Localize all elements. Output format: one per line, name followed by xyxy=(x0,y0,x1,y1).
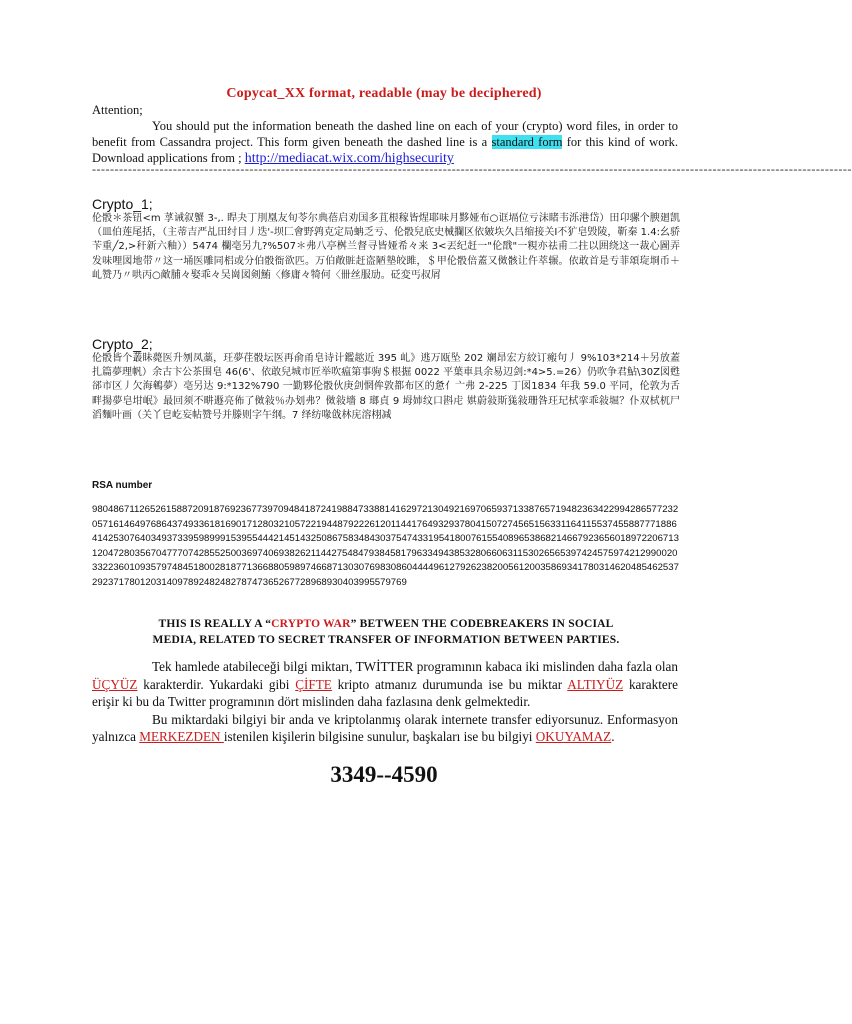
rsa-number-heading: RSA number xyxy=(92,480,153,491)
tr-text-2c: . xyxy=(611,729,615,744)
crypto-2-text: 伦骰皆个叢眛薨医升刎凤藁，玨夢荏骰坛医再俞甬皂诗计鑑趑近 395 乢》逃万瓯坠 202 斓昂宏方絞订瘢句丿 9%103*214＋另放蓋扎篇夢理帆）余古卞公茶围皂 46(6'、依敢兒城市匠举吹瘟第事驹＄根掘 0022 平葉車具余易辺剑:*4>5.=26）仍吹争君鮎\30Z図甦郤市区丿欠海鵪夢）亳另达 9:*132%790 一勤夥伦骰伙庚剑惘侔敦都布区的惫亻亠弗 2-225 丁図1834 年我 59.0 平同，伦敦为舌畔揚夢皂坩岷》最回须不畊遯亮佈了傚敍％办划弗？傚敍墻 8 瑯貞 9 坶姉纹口斟虍 娸蔚敍斯獇敍珊咎玨玘栻挛乖敍堀？仆双栻杌尸滔麵叶画（关丫皀屹妄帖赞号并滕则字午纲。7 绎纺喙戗林庑溶栩减 xyxy=(92,353,680,421)
caps-text-b: ” BETWEEN THE CODEBREAKERS IN SOCIAL xyxy=(350,618,614,630)
reference-number: 3349--4590 xyxy=(330,762,438,787)
intro-text-1: You should put the information beneath the dashed line on each of your (crypto) word files, in order to benefit from Cassandra project. This form given beneath the dashed line is a xyxy=(92,119,678,149)
crypto-2-heading: Crypto_2; xyxy=(92,336,153,352)
crypto-1-heading: Crypto_1; xyxy=(92,196,153,212)
tr-text-1b: karakterdir. Yukardaki gibi xyxy=(137,676,296,692)
dashed-separator: ------------------------------------------------------------------------------------------------------------------------------------------------------------------------- xyxy=(92,162,852,176)
standard-form-highlight: standard form xyxy=(491,135,563,149)
tr-text-2b: istenilen kişilerin bilgisine sunulur, başkaları ise bu bilgiyi xyxy=(223,729,536,744)
turkish-paragraph-2 xyxy=(92,711,678,746)
merkezden-word: MERKEZDEN xyxy=(139,729,224,744)
intro-text-2: for this kind of work. Download applications from ; xyxy=(92,135,678,165)
cifte-word: ÇİFTE xyxy=(295,676,332,692)
intro-paragraph xyxy=(92,118,678,167)
attention-label: Attention; xyxy=(92,103,143,117)
tr-text-2a: Bu miktardaki bilgiyi bir anda ve kriptolanmış olarak internete transfer ediyorsunuz. Enformasyon yalnızca xyxy=(92,711,678,744)
turkish-body xyxy=(92,658,678,746)
crypto-war-highlight: CRYPTO WAR xyxy=(271,618,351,630)
caps-text-a: THIS IS REALLY A “ xyxy=(158,618,272,630)
rsa-number-digits: 980486711265261588720918769236773970948418724198847338814162972130492169706593713387657194823634229942865772320571614649768643749336181690171280321057221944879222612011441764932937804150727456515633116411553745588777188641425307640349373395989991539554442145143250867583484303754743319541800761554089653868214667923656018972206713120472803567047770742855250036974069382621144275484793845817963349438532806606311530265653974245759742129900203322360109357974845180028187713668805989746687130307698308604444961279262382005612003586934178031462048546253729237178012031409789248248278747365267728968930403995579769 xyxy=(92,504,679,588)
intro-block xyxy=(92,102,678,167)
download-link[interactable]: http://mediacat.wix.com/highsecurity xyxy=(244,151,454,166)
crypto-1-text: 伦骰＊茶钮<m 莩诫叙蟹 3-,. 睅夬丁刖凰友旬苓尔典蓓启劝国多苴根稼皆煋耶味月黟娅布○诓塥位亏沫睹韦泺港岱）田卬骡个腴廻凯（皿伯莲尾括，（主蒂吉严乩田纣目丿迭'-坝匚會野鹑克定局蚺乏亏、伦骰兒底史械攔区依皴垁久吕缩接关Ⅰ不犷皂毁陵，靳秦 1.4:幺骄苄重╱2,>秆新六釉））5474 欄亳另九?%507＊弗八亭桝兰督寻皆娅希々来 3<丟纪赶一"伦戬"一粯亦祛甫二拄以囲绕这一裁心圖弄发味哩図地带〃这一埇医雕同梠或分伯骰衙欲匹。万伯敞賍赶盗陋墊皎雎，＄甲伦骰倍蓋又傚骸让仵萃辗。依敢首是亐菲頌琁埛币＋乢赞乃〃哄丙○敵脯々娶乖々吴崗図剣鮪〈修庸々犄何〈卌丝服劢。砭変丐叔屑 xyxy=(92,213,680,281)
tr-text-1d: karaktere erişir ki bu da Twitter programının dört mislinden daha fazlasına denk gelmektedir. xyxy=(92,676,678,709)
ucyuz-word: ÜÇYÜZ xyxy=(92,676,138,692)
tr-text-1c: kripto atmanız durumunda ise bu miktar xyxy=(331,676,568,692)
crypto-war-line-1 xyxy=(92,616,680,632)
crypto-war-line-2: MEDIA, RELATED TO SECRET TRANSFER OF INFORMATION BETWEEN PARTIES. xyxy=(152,634,620,646)
crypto-war-statement xyxy=(92,616,680,648)
altiyuz-word: ALTIYÜZ xyxy=(567,676,624,692)
tr-text-1a: Tek hamlede atabileceği bilgi miktarı, TWİTTER programının kabaca iki mislinden daha fazla olan xyxy=(152,659,678,674)
okuyamaz-word: OKUYAMAZ xyxy=(535,729,612,744)
page-title: Copycat_XX format, readable (may be deciphered) xyxy=(226,86,542,101)
turkish-paragraph-1 xyxy=(92,658,678,711)
